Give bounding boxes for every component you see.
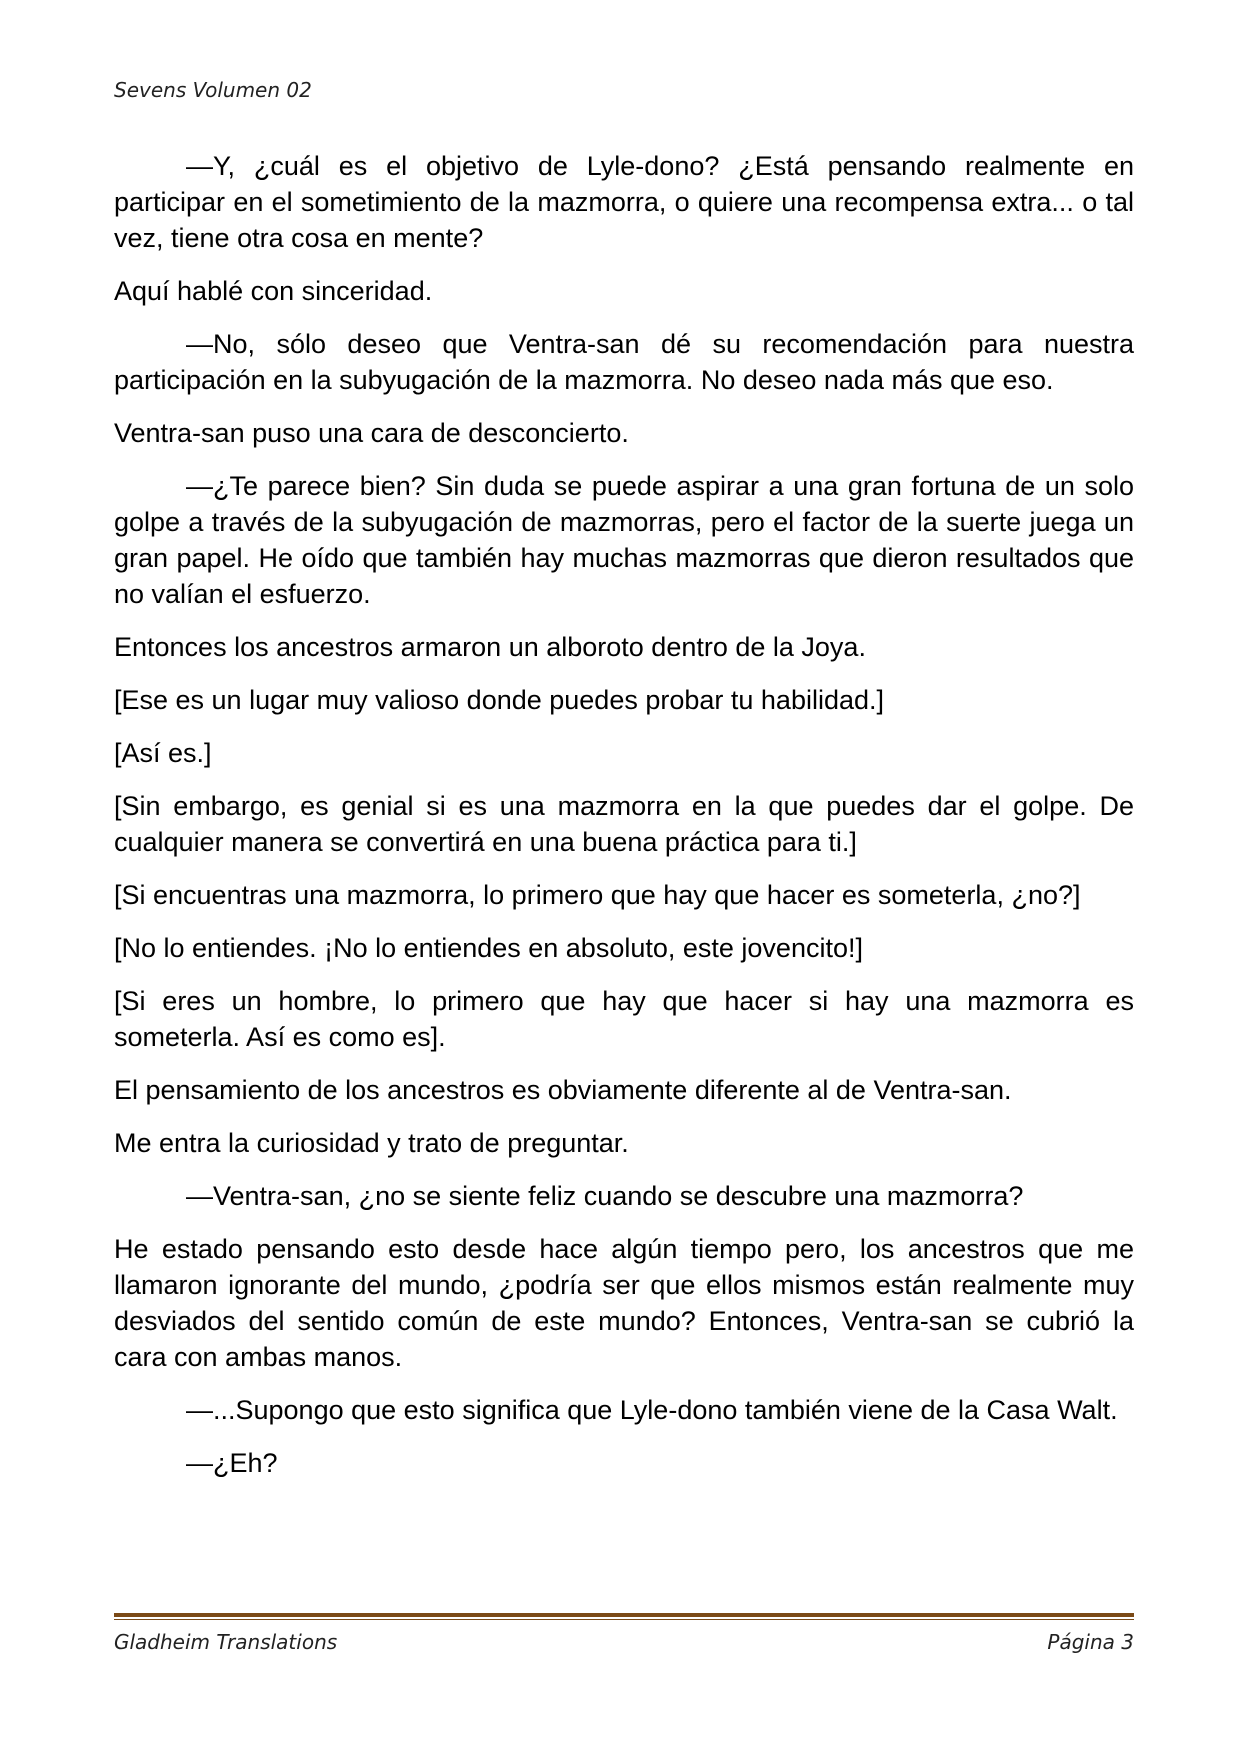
page-body xyxy=(114,148,1134,1498)
narration-paragraph: El pensamiento de los ancestros es obviamente diferente al de Ventra-san. xyxy=(114,1075,1012,1105)
ancestor-quote: [Así es.] xyxy=(114,738,212,768)
dialogue-paragraph: —Y, ¿cuál es el objetivo de Lyle-dono? ¿Está pensando realmente en participar en el sometimiento de la mazmorra, o quiere una recompensa extra... o tal vez, tiene otra cosa en mente? xyxy=(114,151,1134,253)
narration-paragraph: Aquí hablé con sinceridad. xyxy=(114,276,433,306)
footer-divider-thick-line xyxy=(114,1613,1134,1617)
ancestor-quote: [Ese es un lugar muy valioso donde puedes probar tu habilidad.] xyxy=(114,685,885,715)
footer-publisher: Gladheim Translations xyxy=(114,1630,338,1654)
dialogue-paragraph: —¿Te parece bien? Sin duda se puede aspirar a una gran fortuna de un solo golpe a través de la subyugación de mazmorras, pero el factor de la suerte juega un gran papel. He oído que también hay muchas mazmorras que dieron resultados que no valían el esfuerzo. xyxy=(114,471,1134,609)
running-header: Sevens Volumen 02 xyxy=(114,78,312,102)
ancestor-quote: [Si encuentras una mazmorra, lo primero que hay que hacer es someterla, ¿no?] xyxy=(114,880,1081,910)
dialogue-paragraph: —...Supongo que esto significa que Lyle-dono también viene de la Casa Walt. xyxy=(186,1395,1118,1425)
footer-page-number: Página 3 xyxy=(1047,1630,1134,1654)
narration-paragraph: Ventra-san puso una cara de desconcierto. xyxy=(114,418,629,448)
narration-paragraph: Entonces los ancestros armaron un alboroto dentro de la Joya. xyxy=(114,632,866,662)
dialogue-paragraph: —No, sólo deseo que Ventra-san dé su recomendación para nuestra participación en la subyugación de la mazmorra. No deseo nada más que eso. xyxy=(114,329,1134,395)
ancestor-quote: [Si eres un hombre, lo primero que hay que hacer si hay una mazmorra es someterla. Así es como es]. xyxy=(114,986,1134,1052)
footer-divider-thin-line xyxy=(114,1619,1134,1620)
dialogue-paragraph: —¿Eh? xyxy=(186,1448,278,1478)
ancestor-quote: [Sin embargo, es genial si es una mazmorra en la que puedes dar el golpe. De cualquier manera se convertirá en una buena práctica para ti.] xyxy=(114,791,1134,857)
narration-paragraph: Me entra la curiosidad y trato de preguntar. xyxy=(114,1128,629,1158)
ancestor-quote: [No lo entiendes. ¡No lo entiendes en absoluto, este jovencito!] xyxy=(114,933,863,963)
dialogue-paragraph: —Ventra-san, ¿no se siente feliz cuando se descubre una mazmorra? xyxy=(186,1181,1024,1211)
narration-paragraph: He estado pensando esto desde hace algún tiempo pero, los ancestros que me llamaron ignorante del mundo, ¿podría ser que ellos mismos están realmente muy desviados del sentido común de este mundo? Entonces, Ventra-san se cubrió la cara con ambas manos. xyxy=(114,1234,1134,1372)
footer-divider xyxy=(114,1613,1134,1620)
